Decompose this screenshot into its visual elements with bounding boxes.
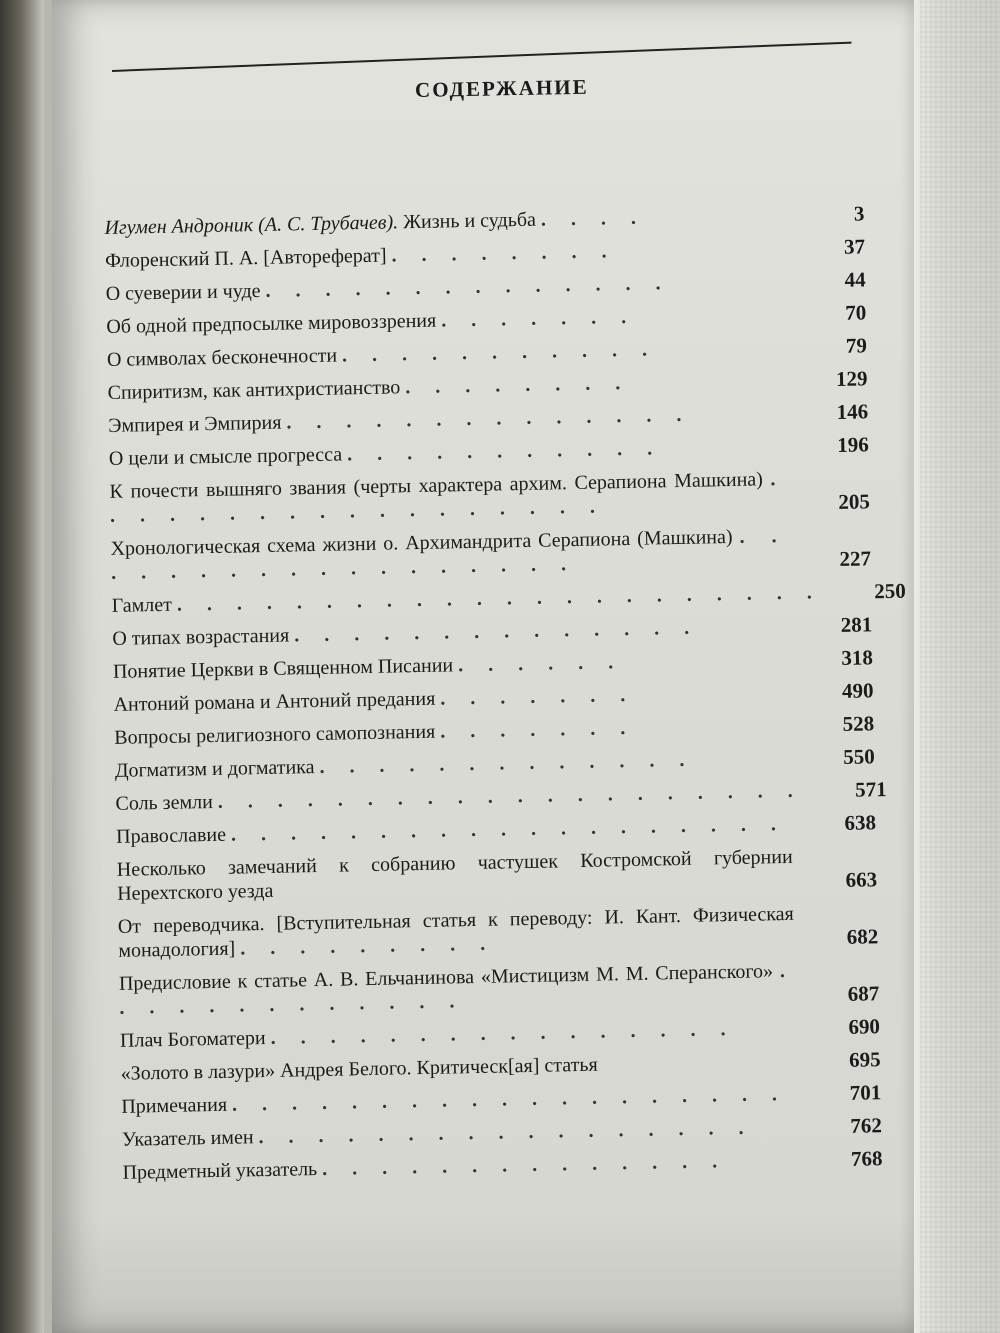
book-cover-edge xyxy=(905,0,1000,1333)
toc-entry-title-text: Жизнь и судьба xyxy=(402,208,537,234)
toc-leader-dots: . . . . . . xyxy=(457,651,624,677)
toc-entry-title-text: Флоренский П. А. [Автореферат] xyxy=(104,244,387,272)
toc-entry-title-text: Догматизм и догматика xyxy=(114,756,315,782)
toc-leader-dots: . . . . . . . . . . . . . . . . . . . xyxy=(231,1083,788,1116)
toc-entry-author: Игумен Андроник xyxy=(104,214,254,239)
toc-leader-dots: . . . . . . . . . . . . . . . . . . . xyxy=(230,813,787,846)
book-spine xyxy=(44,0,52,1333)
toc-leader-dots: . . . . . . . . . . . . . . xyxy=(321,1150,728,1180)
toc-entry-title-text: О символах бесконечности xyxy=(106,344,338,371)
toc-heading: СОДЕРЖАНИЕ xyxy=(414,74,589,102)
toc-leader-dots: . . . . . . . . . . . . . . . . . xyxy=(258,1116,754,1149)
toc-page-number: 129 xyxy=(835,366,868,391)
toc-page-number: 690 xyxy=(848,1014,881,1039)
cover-texture xyxy=(920,0,1000,1333)
toc-leader-dots: . . . . . . . . . . . xyxy=(346,437,663,466)
toc-page-number: 571 xyxy=(854,777,887,802)
toc-entry-title-text: О суеверии и чуде xyxy=(105,279,261,305)
toc-page-number: 701 xyxy=(849,1080,882,1105)
toc-entry-title-text: Об одной предпосылке мировоззрения xyxy=(106,309,437,338)
toc-entry-title-text: Плач Богоматери xyxy=(119,1027,266,1052)
toc-leader-dots: . . . . . . . . . . . . . . . . . . xyxy=(110,524,787,584)
toc-page-number: 318 xyxy=(841,645,874,670)
toc-leader-dots: . . . . . . . . xyxy=(391,240,617,267)
toc-entry-title-text: Соль земли xyxy=(115,791,214,815)
toc-page-number: 638 xyxy=(844,810,877,835)
toc-page-number: 682 xyxy=(846,924,879,949)
toc-entry-title-text: К почести вышняго звания (черты характера архим. Серапиона Машкина) xyxy=(109,468,764,503)
toc-page-number: 44 xyxy=(844,267,866,292)
toc-leader-dots: . . . . . . . . . . . . . xyxy=(319,748,695,778)
toc-entry-title-text: Хронологическая схема жизни о. Архимандрита Серапиона (Машкина) xyxy=(110,525,733,560)
toc-page-number: 146 xyxy=(836,399,869,424)
toc-entry-title-text: Антоний романа и Антоний предания xyxy=(113,687,436,716)
toc-leader-dots: . . . . . . . xyxy=(440,305,637,332)
toc-entry-title xyxy=(122,1148,812,1185)
toc-leader-dots: . . . . . . . xyxy=(440,716,636,743)
toc-page-number: 695 xyxy=(848,1047,881,1072)
toc-page-number: 528 xyxy=(842,711,875,736)
toc-list xyxy=(104,192,907,1184)
table-of-contents xyxy=(102,74,907,1184)
toc-leader-dots: . . . . . . . . . . . . . . . . . . . . xyxy=(217,779,803,813)
toc-entry-title-text: Понятие Церкви в Священном Писании xyxy=(112,654,454,683)
toc-leader-dots: . . . . xyxy=(540,206,647,231)
toc-page-number: 79 xyxy=(845,333,868,358)
toc-leader-dots: . . . . . . . . . . . . . . . . . . . . . . xyxy=(176,581,822,616)
toc-entry-title-text: Спиритизм, как антихристианство xyxy=(107,376,401,404)
toc-page-number: 762 xyxy=(850,1113,883,1138)
toc-page-number: 490 xyxy=(841,678,874,703)
toc-page-number: 250 xyxy=(874,578,907,604)
toc-page-number: 227 xyxy=(839,546,872,571)
page-shadow xyxy=(52,1213,914,1333)
toc-page-number: 70 xyxy=(844,300,867,325)
toc-page-number: 281 xyxy=(840,612,873,637)
toc-leader-dots: . . . . . . . . . . . . . . . . xyxy=(270,1018,736,1049)
toc-leader-dots: . . . . . . . xyxy=(440,683,636,710)
toc-page-number: 196 xyxy=(837,432,869,457)
toc-entry-title-text: Предметный указатель xyxy=(122,1158,318,1184)
toc-leader-dots: . . . . . . . . . . . . . . xyxy=(265,272,671,302)
toc-page-number: 205 xyxy=(838,489,871,514)
toc-leader-dots: . . . . . . . . . . . . . . xyxy=(286,403,692,434)
toc-page-number: 663 xyxy=(845,867,878,892)
toc-entry-title-text: Гамлет xyxy=(111,593,173,617)
toc-entry-title-text: Предисловие к статье А. В. Ельчанинова «Мистицизм М. М. Сперанского» xyxy=(118,960,774,995)
toc-entry-author-note: (А. С. Трубачев). xyxy=(257,211,399,237)
toc-page-number: 768 xyxy=(850,1146,883,1171)
toc-entry-title-text: О цели и смысле прогресса xyxy=(108,443,343,470)
toc-leader-dots: . . . . . . . . . . . . . . . . . . xyxy=(109,467,786,527)
toc-leader-dots: . . . . . . . . . . . . . xyxy=(119,959,796,1019)
toc-entry-title-text: Указатель имен xyxy=(121,1126,254,1151)
toc-entry-title-text: Примечания xyxy=(121,1093,228,1118)
toc-page-number: 687 xyxy=(847,981,880,1006)
toc-entry-title-text: Эмпирея и Эмпирия xyxy=(108,411,282,437)
toc-leader-dots: . . . . . . . . . xyxy=(240,932,496,960)
toc-entry-title-text: Несколько замечаний к собранию частушек Костромской губернии Нерехтского уезда xyxy=(116,845,793,905)
toc-entry-title-text: От переводчика. [Вступительная статья к переводу: И. Кант. Физическая монадология] xyxy=(117,902,794,962)
book-page xyxy=(52,0,914,1333)
toc-entry-title-text: О типах возрастания xyxy=(112,624,290,650)
toc-leader-dots: . . . . . . . . xyxy=(405,371,631,399)
toc-entry-title-text: «Золото в лазури» Андрея Белого. Критическ[ая] статья xyxy=(120,1053,598,1085)
toc-leader-dots: . . . . . . . . . . . xyxy=(341,338,658,367)
toc-page-number: 550 xyxy=(843,744,875,769)
toc-page-number: 3 xyxy=(853,201,865,226)
toc-entry-title-text: Православие xyxy=(115,823,227,848)
toc-page-number: 37 xyxy=(843,234,866,259)
header-rule xyxy=(112,42,852,72)
toc-leader-dots: . . . . . . . . . . . . . . xyxy=(294,616,700,647)
toc-entry-title-text: Вопросы религиозного самопознания xyxy=(114,720,436,749)
